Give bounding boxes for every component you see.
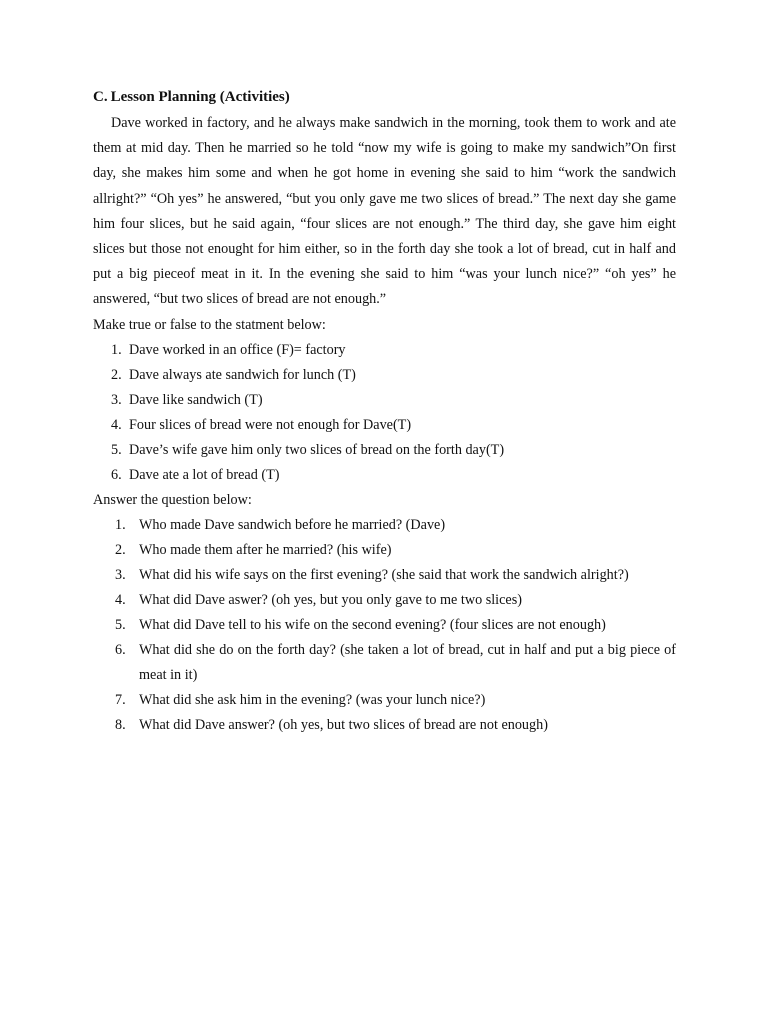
item-number: 6. xyxy=(115,641,126,658)
list-item xyxy=(93,688,676,713)
list-item xyxy=(93,613,676,638)
true-false-list xyxy=(93,338,676,488)
item-number: 4. xyxy=(111,416,122,433)
list-item xyxy=(93,388,676,413)
item-number: 8. xyxy=(115,716,126,733)
list-item xyxy=(93,338,676,363)
item-text: What did she do on the forth day? (she taken a lot of bread, cut in half and put a big piece of meat in it) xyxy=(139,641,676,683)
item-text: Dave worked in an office (F)= factory xyxy=(129,341,346,358)
story-paragraph: Dave worked in factory, and he always make sandwich in the morning, took them to work and ate them at mid day. Then he married so he told “now my wife is going to make my sandwich”On first day, she makes him some and when he got home in evening she said to him “work the sandwich allright?” “Oh yes” he answered, “but you only gave me two slices of bread.” The next day she game him four slices, but he said again, “four slices are not enough.” The third day, she gave him eight slices but those not enought for him either, so in the forth day she took a lot of bread, cut in half and put a big pieceof meat in it. In the evening she said to him “was your lunch nice?” “oh yes” he answered, “but two slices of bread are not enough.” xyxy=(93,115,676,308)
item-text: What did his wife says on the first evening? (she said that work the sandwich alright?) xyxy=(139,566,629,583)
item-text: Who made Dave sandwich before he married? (Dave) xyxy=(139,516,446,533)
section-title: Lesson Planning (Activities) xyxy=(110,89,290,105)
item-number: 5. xyxy=(115,616,126,633)
document-page xyxy=(93,86,676,738)
item-text: Who made them after he married? (his wife) xyxy=(139,541,392,558)
item-number: 1. xyxy=(115,516,126,533)
item-number: 3. xyxy=(111,391,122,408)
list-item xyxy=(93,538,676,563)
true-false-instruction: Make true or false to the statment below: xyxy=(93,316,326,333)
item-text: What did Dave aswer? (oh yes, but you only gave to me two slices) xyxy=(139,591,522,608)
item-number: 7. xyxy=(115,691,126,708)
section-number: C. xyxy=(93,89,108,105)
list-item xyxy=(93,638,676,688)
item-text: What did Dave answer? (oh yes, but two slices of bread are not enough) xyxy=(139,716,548,733)
list-item xyxy=(93,588,676,613)
item-number: 5. xyxy=(111,441,122,458)
item-text: What did she ask him in the evening? (was your lunch nice?) xyxy=(139,691,486,708)
list-item xyxy=(93,713,676,738)
list-item xyxy=(93,563,676,588)
item-text: Dave like sandwich (T) xyxy=(129,391,263,408)
section-heading xyxy=(93,86,676,108)
list-item xyxy=(93,363,676,388)
list-item xyxy=(93,413,676,438)
item-number: 2. xyxy=(111,366,122,383)
list-item xyxy=(93,513,676,538)
item-text: Dave ate a lot of bread (T) xyxy=(129,466,280,483)
item-number: 3. xyxy=(115,566,126,583)
item-number: 1. xyxy=(111,341,122,358)
list-item xyxy=(93,438,676,463)
item-number: 2. xyxy=(115,541,126,558)
item-number: 4. xyxy=(115,591,126,608)
item-text: Dave always ate sandwich for lunch (T) xyxy=(129,366,356,383)
list-item xyxy=(93,463,676,488)
questions-list xyxy=(93,513,676,738)
item-number: 6. xyxy=(111,466,122,483)
item-text: Four slices of bread were not enough for Dave(T) xyxy=(129,416,412,433)
questions-instruction: Answer the question below: xyxy=(93,491,252,508)
item-text: What did Dave tell to his wife on the second evening? (four slices are not enough) xyxy=(139,616,606,633)
item-text: Dave’s wife gave him only two slices of bread on the forth day(T) xyxy=(129,441,505,458)
